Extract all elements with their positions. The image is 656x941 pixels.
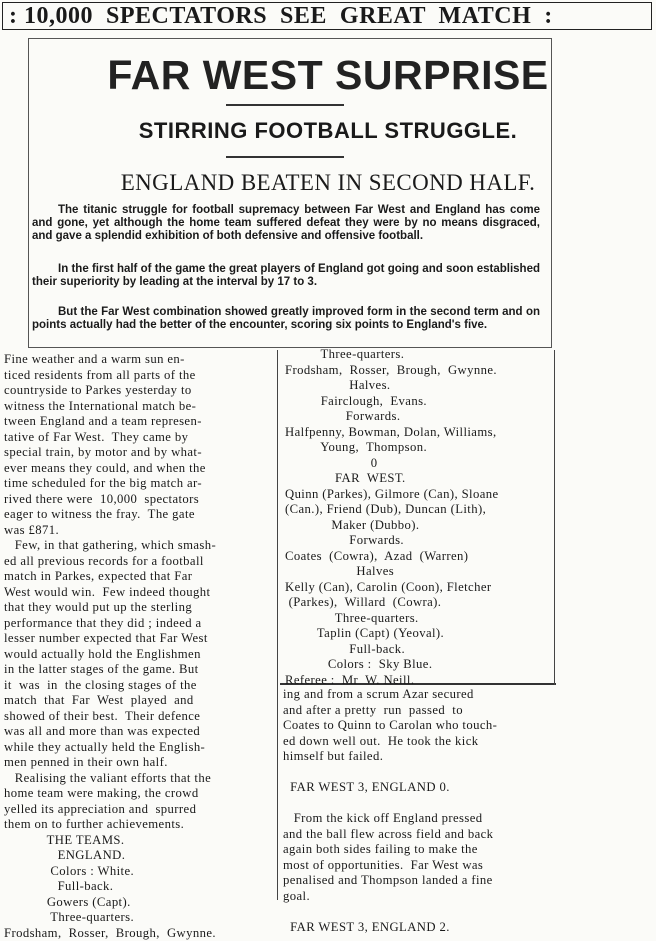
article-column-right: ing and from a scrum Azar secured and after a pretty run passed to Coates to Quinn to Carolan who touch- ed down well out. He took the kick himself but failed. FAR WEST 3, ENGLAND 0. From the kick off England pressed and the ball flew across field and back again both sides failing to make the most of opportunities. Far West was penalised and Thompson landed a fine goal. FAR WEST 3, ENGLAND 2. bbox=[283, 687, 498, 934]
article-column-left: Fine weather and a warm sun en- ticed residents from all parts of the countryside to Parkes yesterday to witness the International match be- tween England and a team represen- tative of Far West. They came by special train, by motor and by what- ever means they could, and when the time scheduled for the big match ar- rived there were 10,000 spectators eager to witness the fray. The gate was £871. Few, in that gathering, which smash- ed all previous records for a football match in Parkes, expected that Far West would win. Few indeed thought that they would put up the sterling performance that they did ; indeed a lesser number expected that Far West would actually hold the Englishmen in the latter stages of the game. But it was in the closing stages of the match that Far West played and showed of their best. Their defence was all and more than was expected while they actually held the English- men penned in their own half. Realising the valiant efforts that the home team were making, the crowd yelled its appreciation and spurred them on to further achievements. THE TEAMS. ENGLAND. Colors : White. Full-back. Gowers (Capt). Three-quarters. Frodsham, Rosser, Brough, Gwynne. bbox=[4, 352, 217, 940]
column-divider bbox=[277, 350, 278, 900]
banner-headline: : 10,000 SPECTATORS SEE GREAT MATCH : bbox=[2, 2, 652, 30]
lead-paragraph-3: But the Far West combination showed greatly improved form in the second term and on points actually had the better of the encounter, scoring six points to England's five. bbox=[32, 306, 540, 331]
teams-box-edge bbox=[554, 350, 555, 685]
sub-headline: STIRRING FOOTBALL STRUGGLE. bbox=[138, 118, 518, 143]
main-headline: FAR WEST SURPRISE bbox=[107, 52, 549, 98]
team-listing-column: Three-quarters. Frodsham, Rosser, Brough, Gwynne. Halves. Fairclough, Evans. Forwards. Halfpenny, Bowman, Dolan, Williams, Young, Thompson. 0 FAR WEST. Quinn (Parkes), Gilmore (Can), Sloane (Can.), Friend (Dub), Duncan (Lith), Maker (Dubbo). Forwards. Coates (Cowra), Azad (Warren) Halves Kelly (Can), Carolin (Coon), Fletcher (Parkes), Willard (Cowra). Three-quarters. Taplin (Capt) (Yeoval). Full-back. Colors : Sky Blue. Referee : Mr W. Neill. bbox=[285, 347, 499, 687]
headline-rule bbox=[226, 104, 344, 106]
subheadline-rule bbox=[226, 156, 344, 158]
lead-paragraph-2: In the first half of the game the great players of England got going and soon established their superiority by leading at the interval by 17 to 3. bbox=[32, 263, 540, 288]
deck-headline: ENGLAND BEATEN IN SECOND HALF. bbox=[120, 170, 536, 195]
lead-paragraph-1: The titanic struggle for football supremacy between Far West and England has come and gone, yet although the home team suffered defeat they were by no means disgraced, and gave a splendid exhibition of both defensive and offensive football. bbox=[32, 204, 540, 242]
